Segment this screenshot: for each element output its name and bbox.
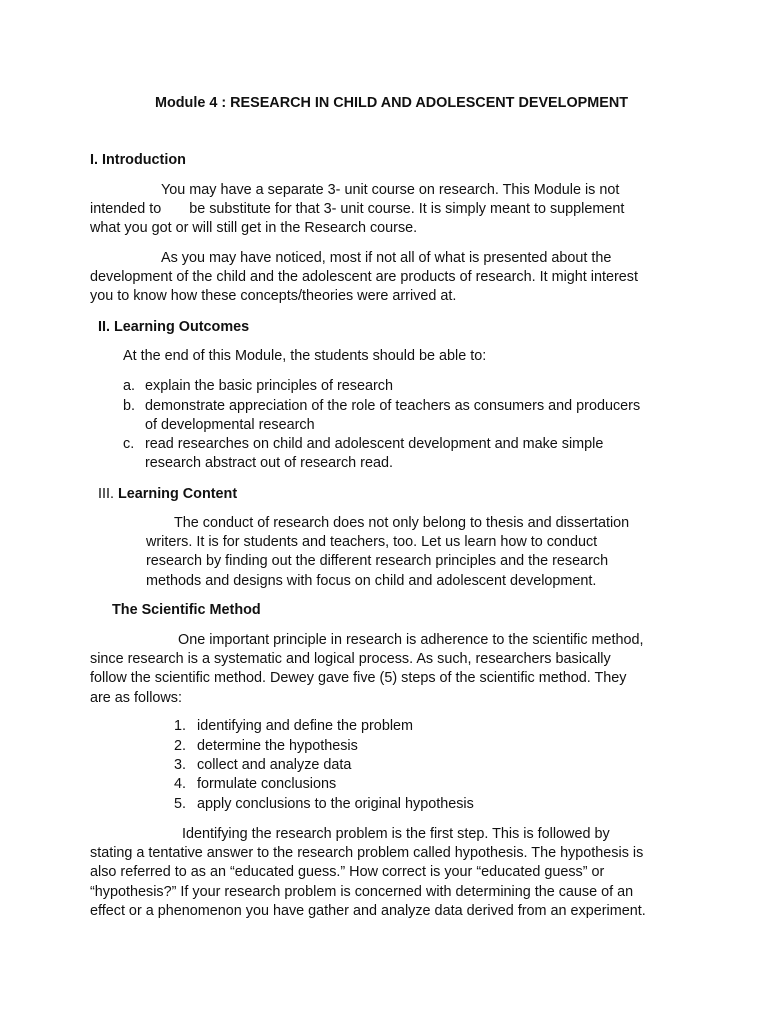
text-line: One important principle in research is adherence to the scientific method, (178, 632, 644, 648)
list-marker: a. (123, 378, 136, 394)
list-marker: b. (123, 398, 136, 414)
text-line: The conduct of research does not only belong to thesis and dissertation (174, 515, 630, 531)
scientific-paragraph-1 (90, 631, 690, 708)
list-text: of developmental research (145, 417, 315, 433)
text-line: As you may have noticed, most if not all of what is presented about the (161, 250, 612, 266)
list-text: research abstract out of research read. (145, 455, 393, 471)
heading-prefix: III. (98, 486, 114, 502)
step-number: 5. (174, 796, 187, 812)
text-line: “hypothesis?” If your research problem is concerned with determining the cause of an (90, 883, 634, 900)
text-fragment: be substitute for that 3- unit course. It is simply meant to supplement (189, 201, 625, 218)
text-line: stating a tentative answer to the research problem called hypothesis. The hypothesis is (90, 845, 644, 862)
step-text: formulate conclusions (197, 776, 337, 792)
step-text: collect and analyze data (197, 757, 352, 773)
text-line (90, 200, 690, 219)
text-line: follow the scientific method. Dewey gave five (5) steps of the scientific method. They (90, 670, 627, 687)
text-line: writers. It is for students and teachers, too. Let us learn how to conduct (146, 534, 598, 551)
text-line: Identifying the research problem is the first step. This is followed by (182, 826, 610, 842)
list-text: explain the basic principles of research (145, 378, 393, 394)
text-line: methods and designs with focus on child and adolescent development. (146, 572, 597, 589)
text-line: also referred to as an “educated guess.” How correct is your “educated guess” or (90, 864, 605, 881)
step-number: 1. (174, 718, 187, 734)
text-line: you to know how these concepts/theories were arrived at. (90, 288, 457, 305)
text-line: development of the child and the adolescent are products of research. It might interest (90, 269, 638, 286)
text-fragment: intended to (90, 201, 162, 218)
step-text: apply conclusions to the original hypothesis (197, 796, 474, 812)
text-line: since research is a systematic and logical process. As such, researchers basically (90, 651, 611, 668)
intro-paragraph-2 (90, 249, 690, 307)
heading-text: Learning Content (118, 486, 238, 502)
step-number: 2. (174, 738, 187, 754)
text-line: You may have a separate 3- unit course on research. This Module is not (161, 182, 620, 198)
intro-paragraph-1 (90, 181, 690, 239)
list-marker: c. (123, 436, 135, 452)
step-text: determine the hypothesis (197, 738, 358, 754)
text-line: effect or a phenomenon you have gather and analyze data derived from an experiment. (90, 902, 646, 919)
step-text: identifying and define the problem (197, 718, 414, 734)
list-text: read researches on child and adolescent development and make simple (145, 436, 604, 452)
heading-scientific-method: The Scientific Method (112, 602, 261, 618)
heading-learning-content (98, 485, 237, 504)
step-number: 3. (174, 757, 187, 773)
text-line: what you got or will still get in the Research course. (90, 220, 418, 237)
list-text: demonstrate appreciation of the role of teachers as consumers and producers (145, 398, 641, 414)
content-paragraph (146, 514, 746, 591)
text-line: are as follows: (90, 689, 182, 706)
document-title: Module 4 : RESEARCH IN CHILD AND ADOLESCENT DEVELOPMENT (154, 95, 629, 111)
text-line: research by finding out the different research principles and the research (146, 553, 609, 570)
heading-introduction: I. Introduction (90, 152, 186, 168)
heading-learning-outcomes: II. Learning Outcomes (98, 319, 250, 335)
scientific-paragraph-2 (90, 825, 690, 921)
outcomes-lead: At the end of this Module, the students should be able to: (123, 348, 487, 364)
step-number: 4. (174, 776, 187, 792)
